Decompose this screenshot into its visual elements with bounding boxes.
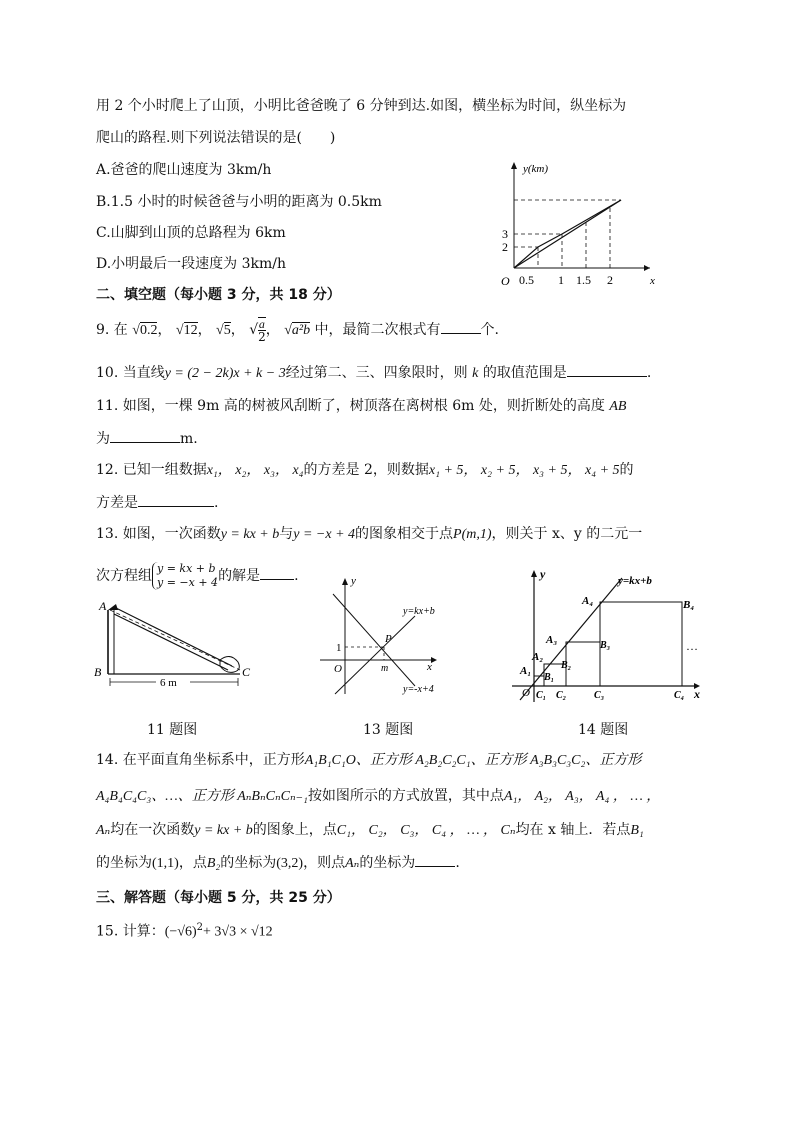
fig11-caption: 11 题图 [147,722,198,738]
q8-x-arrow [644,265,650,271]
q15-prefix: 15. 计算： [96,923,165,940]
fig14-b1: B₁ [544,672,555,683]
q14-line4-e: 的坐标为 [359,855,416,871]
fig14-b2: B₂ [561,660,572,671]
q14-line4-c: 的坐标为 [220,855,277,871]
q14-line4-an: Aₙ [345,856,360,871]
q8-xtick-1-5: 1.5 [576,273,591,287]
q13-point: P(m,1) [453,527,492,542]
q8-ytick-2: 2 [502,240,508,254]
q14-line4-c1: (1,1) [152,856,179,871]
fig11-label-a: A [99,599,107,613]
q14-line3-text3: 均在 x 轴上．若点 [515,822,631,838]
q14-line2 [96,786,660,807]
q8-option-b: B.1.5 小时的时候爸爸与小明的距离为 0.5km [96,194,382,210]
q15-exp: 2 [196,922,203,933]
q14-line4-a: 的坐标为 [96,855,152,871]
fig13-origin: O [334,663,342,675]
fig13-x-label: x [427,661,432,673]
q14-line4-d: ，则点 [303,855,346,871]
fig13-x-arrow [431,657,437,663]
q10-answer-blank[interactable] [567,362,647,377]
q13-f1: y = kx + b [220,527,280,542]
q13-f2: y = −x + 4 [293,527,356,542]
fig14-x-label: x [694,687,700,701]
q12-line1 [96,460,634,481]
q13-suffix: ，则关于 x、y 的二元一 [491,526,643,542]
fig14-y-arrow [531,570,537,577]
q8-stem-line2: 爬山的路程.则下列说法错误的是( ) [96,130,336,146]
q9-end: 个. [480,322,499,338]
fig13-label-line1: y=kx+b [403,606,435,617]
fig11-label-c: C [242,665,251,679]
q8-xtick-2: 2 [607,273,613,287]
q10-equation: y = (2 − 2k)x + k − 3 [164,366,286,381]
fig14-c2: C₂ [556,690,567,701]
q14-line4-c2: (3,2) [276,856,304,871]
q14-line3-text: 均在一次函数 [110,822,195,838]
q8-option-a: A.爸爸的爬山速度为 3km/h [96,162,272,178]
q9-radical-4: √ $\frac{a}{2}$ [249,317,266,344]
q14-line4-b2: B₂ [206,856,221,871]
q10-suffix: 的取值范围是 [482,365,567,381]
q13-middle: 的图象相交于点 [355,526,454,542]
fig13 [315,574,445,696]
fig11-fallen-lower [114,614,228,670]
q13-line2-suffix: 的解是 [218,568,261,584]
q9-suffix: 中，最简二次根式有 [314,322,441,338]
q14-line3-pts: C₁， C₂， C₃， C₄ ， … ， Cₙ [336,823,516,838]
q8-xtick-0-5: 0.5 [519,273,534,287]
section3-title: 三、解答题（每小题 5 分，共 25 分） [96,890,341,906]
q11-line2-suffix: m. [180,431,198,447]
fig14-y-label: y [540,567,546,581]
q8-graph [490,156,665,296]
q14-line3-an: Aₙ [96,823,111,838]
fig11-fallen-upper [116,608,232,666]
q8-origin: O [501,274,510,288]
q8-stem-line1: 用 2 个小时爬上了山顶，小明比爸爸晚了 6 分钟到达.如图，横坐标为时间，纵坐标为 [96,98,627,114]
fig14-a3: A₃ [546,634,558,646]
fig13-y-label: y [351,575,356,587]
q9-radical-5: √a²b [284,323,311,338]
q13-line2-end: . [294,568,299,584]
q12-answer-blank[interactable] [138,492,214,507]
q14-line3-text2: 的图象上，点 [252,822,337,838]
fig13-point-p: P [385,633,392,645]
q14-line4-end: . [455,855,460,871]
q9-line: 9. 在 √0.2， √12， √5， √ $\frac{a}{2}$ ， √a²b 中，最简二次根式有 个. [96,317,499,344]
q15-expr-b: + 3√3 × √12 [203,924,273,940]
q12-line2 [96,492,218,513]
q14-line4 [96,852,460,874]
q13-and: 与 [279,526,294,542]
fig14-a2: A₂ [532,651,544,663]
fig14-c1: C₁ [536,690,547,701]
q8-y-arrow [511,162,517,169]
fig11-label-b: B [94,665,102,679]
q9-radical-2: √12 [175,323,198,338]
fig14-line [520,578,622,700]
fig14-c4: C₄ [674,690,685,701]
q14-line2-math: A₄B₄C₄C₃、…、正方形 AₙBₙCₙCₙ₋₁ [96,789,308,804]
q8-y-label: y(km) [523,163,549,175]
q13-system: y = kx + b y = −x + 4 [152,562,218,590]
fig14-a4: A₄ [582,595,594,607]
q14-answer-blank[interactable] [415,852,455,867]
q8-ytick-3: 3 [502,227,508,241]
q9-answer-blank[interactable] [441,319,481,334]
fig13-m: m [381,663,389,674]
fig14-dots: … [686,639,698,653]
q13-line1 [96,524,642,545]
fig11-dim-label: 6 m [160,677,177,688]
fig14-caption: 14 题图 [578,722,629,738]
q15-expr-a: (−√6) [164,924,197,940]
q9-radical-3: √5 [216,323,231,338]
q13-answer-blank[interactable] [260,565,294,580]
fig13-line-kx-b [335,616,415,694]
q12-line2-end: . [214,495,219,511]
q14-line1-prefix: 14. 在平面直角坐标系中，正方形 [96,752,305,768]
fig14-a1: A₁ [520,665,532,677]
q13-line2 [96,562,299,590]
q13-prefix: 13. 如图，一次函数 [96,526,221,542]
fig14-line-label: y=kx+b [618,575,652,587]
q12-prefix: 12. 已知一组数据 [96,462,207,478]
fig11 [92,596,252,688]
q13-line2-prefix: 次方程组 [96,568,152,584]
q14-line2-tail: A₁， A₂， A₃， A₄ ， … ， [503,789,661,804]
q8-x-label: x [650,275,655,287]
q11-text: 11. 如图，一棵 9m 高的树被风刮断了，树顶落在离树根 6m 处，则折断处的高度 [96,398,605,414]
q12-middle: 的方差是 2，则数据 [303,462,429,478]
q14-line2-text: 按如图所示的方式放置，其中点 [307,788,504,804]
q10-middle: 经过第二、三、四象限时，则 [285,365,468,381]
q10-line [96,362,651,384]
fig14-square-4 [600,602,682,686]
fig11-break-point [108,604,118,610]
q9-radical-1: √0.2 [132,323,158,338]
section2-title: 二、填空题（每小题 3 分，共 18 分） [96,287,341,303]
q14-line1 [96,750,641,771]
q14-line1-math: A₁B₁C₁O、正方形 A₂B₂C₂C₁、正方形 A₃B₃C₃C₂、正方形 [304,753,642,768]
fig14-b4: B₄ [683,599,695,611]
q12-end: 的 [619,462,634,478]
q8-option-d: D.小明最后一段速度为 3km/h [96,256,287,272]
q11-var: AB [609,399,627,414]
q11-line2 [96,428,198,449]
q14-line4-b: ，点 [178,855,207,871]
fig13-y-arrow [342,578,348,585]
fig13-caption: 13 题图 [363,722,414,738]
q12-data: x₁， x₂， x₃， x₄ [206,463,304,478]
q14-line3 [96,820,644,841]
q12-data2: x₁ + 5， x₂ + 5， x₃ + 5， x₄ + 5 [428,463,620,478]
q8-option-c: C.山脚到山顶的总路程为 6km [96,225,286,241]
q8-xtick-1: 1 [558,273,564,287]
q14-line3-func: y = kx + b [194,823,253,838]
q11-line2-prefix: 为 [96,431,110,447]
q15-line [96,918,273,943]
q10-end: . [646,365,652,381]
q10-prefix: 10. 当直线 [96,365,165,381]
fig14-c3: C₃ [594,690,605,701]
q10-var: k [472,366,479,381]
q12-line2-prefix: 方差是 [96,495,138,511]
fig14-b3: B₃ [600,640,611,651]
fig13-label-line2: y=-x+4 [403,684,434,695]
q14-line3-b1: B₁ [630,823,644,838]
fig14-origin: O [522,687,530,699]
q11-line1 [96,396,626,417]
q9-prefix: 9. 在 [96,322,128,338]
fig13-one: 1 [336,642,342,654]
q11-answer-blank[interactable] [110,428,180,443]
fig14 [498,566,708,706]
